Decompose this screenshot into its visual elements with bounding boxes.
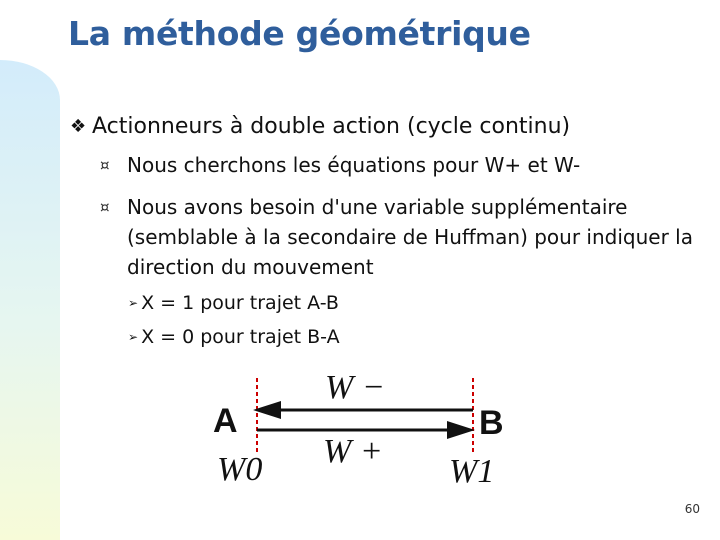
subbullet-text: Nous cherchons les équations pour W+ et W- bbox=[127, 153, 581, 177]
w-plus-label: W + bbox=[323, 433, 383, 470]
bullet-text: Actionneurs à double action (cycle continu) bbox=[92, 114, 571, 139]
arrowhead-bullet-icon: ➢ bbox=[128, 296, 139, 310]
subsubbullet-text: X = 1 pour trajet A-B bbox=[141, 292, 339, 314]
page-number: 60 bbox=[684, 502, 700, 516]
arrowhead-bullet-icon: ➢ bbox=[128, 330, 139, 344]
w0-label: W0 bbox=[217, 451, 263, 488]
point-b-label: B bbox=[479, 404, 504, 442]
w1-label: W1 bbox=[449, 453, 495, 490]
arrow-w-plus-head bbox=[447, 421, 475, 439]
bullet-item bbox=[70, 114, 570, 139]
diamond-bullet-icon: ❖ bbox=[70, 116, 87, 137]
subbullet-item bbox=[100, 192, 700, 282]
subsubbullet-text: X = 0 pour trajet B-A bbox=[141, 326, 340, 348]
subbullet-item bbox=[100, 150, 700, 180]
slide-title: La méthode géométrique bbox=[68, 14, 531, 53]
side-decoration bbox=[0, 60, 60, 540]
subsubbullet-item bbox=[128, 292, 339, 314]
currency-sign-icon: ¤ bbox=[100, 198, 110, 216]
currency-sign-icon: ¤ bbox=[100, 156, 110, 174]
subbullet-text: Nous avons besoin d'une variable supplémentaire (semblable à la secondaire de Huffman) pour indiquer la direction du mouvement bbox=[127, 195, 693, 279]
subsubbullet-item bbox=[128, 326, 340, 348]
motion-diagram bbox=[205, 370, 525, 490]
w-minus-label: W − bbox=[325, 370, 385, 406]
point-a-label: A bbox=[213, 402, 238, 440]
